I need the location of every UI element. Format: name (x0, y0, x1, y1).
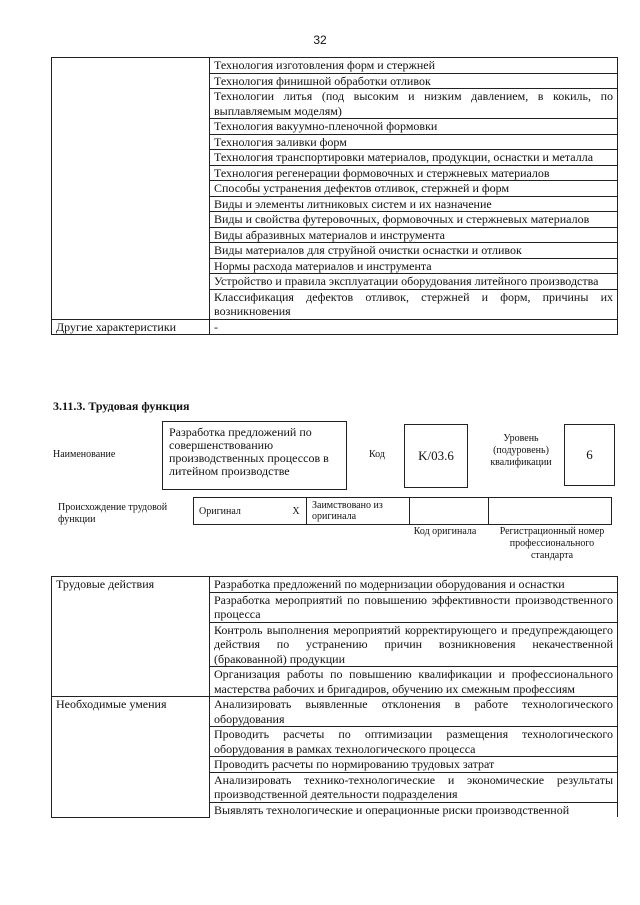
level-value-box (564, 424, 615, 486)
labor-actions-label: Трудовые действия (52, 577, 210, 697)
labor-action-row: Организация работы по повышению квалификации и профессионального мастерства рабочих и бригадиров, обучению их смежным профессиям (210, 667, 618, 697)
empty-label-cell (52, 58, 210, 320)
knowledge-row: Технология финишной обработки отливок (210, 73, 618, 89)
skill-row: Проводить расчеты по нормированию трудовых затрат (210, 757, 618, 773)
caption-reg-number: Регистрационный номер профессионального стандарта (499, 526, 605, 561)
knowledge-row: Технология регенерации формовочных и стержневых материалов (210, 165, 618, 181)
reg-number-cell (489, 498, 612, 525)
section-title: 3.11.3. Трудовая функция (53, 399, 190, 413)
knowledge-row: Технология заливки форм (210, 134, 618, 150)
knowledge-row: Способы устранения дефектов отливок, стержней и форм (210, 181, 618, 197)
skill-row: Проводить расчеты по оптимизации размещения технологического оборудования в рамках технологического процесса (210, 727, 618, 757)
labor-action-row: Разработка предложений по модернизации оборудования и оснастки (210, 577, 618, 593)
code-value: K/03.6 (418, 448, 454, 463)
original-code-cell (410, 498, 489, 525)
knowledge-row: Технология транспортировки материалов, продукции, оснастки и металла (210, 150, 618, 166)
knowledge-row: Классификация дефектов отливок, стержней и форм, причины их возникновения (210, 289, 618, 319)
caption-original-code: Код оригинала (413, 526, 477, 537)
code-value-box (404, 424, 468, 488)
labor-action-row: Контроль выполнения мероприятий корректирующего и предупреждающего действия по устранению причин возникновения некачественной (бракованной) продукции (210, 622, 618, 667)
knowledge-row: Устройство и правила эксплуатации оборудования литейного производства (210, 274, 618, 290)
knowledge-row: Виды и свойства футеровочных, формовочных и стержневых материалов (210, 212, 618, 228)
name-value: Разработка предложений по совершенствованию производственных процессов в литейном производстве (169, 425, 329, 478)
name-value-box (162, 421, 347, 490)
page-number: 32 (313, 33, 327, 47)
level-label: Уровень (подуровень) квалификации (490, 433, 552, 468)
origin-table (193, 497, 612, 525)
skill-row: Анализировать выявленные отклонения в работе технологического оборудования (210, 697, 618, 727)
original-label: Оригинал (194, 498, 287, 525)
knowledge-row: Нормы расхода материалов и инструмента (210, 258, 618, 274)
knowledge-row: Виды и элементы литниковых систем и их назначение (210, 196, 618, 212)
skill-row: Анализировать технико-технологические и экономические результаты производственной деятельности подразделения (210, 772, 618, 802)
knowledge-row: Виды материалов для струйной очистки оснастки и отливок (210, 243, 618, 259)
original-mark: X (286, 498, 307, 525)
other-characteristics-value: - (210, 319, 618, 335)
code-label: Код (369, 449, 385, 460)
labor-action-row: Разработка мероприятий по повышению эффективности производственного процесса (210, 592, 618, 622)
knowledge-row: Технология вакуумно-пленочной формовки (210, 119, 618, 135)
level-value: 6 (586, 447, 593, 462)
borrowed-label: Заимствовано из оригинала (307, 498, 410, 525)
skill-row: Выявлять технологические и операционные риски производственной (210, 802, 618, 817)
origin-label: Происхождение трудовой функции (58, 502, 168, 525)
other-characteristics-label: Другие характеристики (52, 319, 210, 335)
knowledge-row: Технологии литья (под высоким и низким давлением, в кокиль, по выплавляемым моделям) (210, 89, 618, 119)
labor-function-table (51, 576, 618, 818)
knowledge-row: Виды абразивных материалов и инструмента (210, 227, 618, 243)
knowledge-table (51, 57, 618, 335)
skills-label: Необходимые умения (52, 697, 210, 818)
knowledge-row: Технология изготовления форм и стержней (210, 58, 618, 74)
name-label: Наименование (53, 449, 116, 460)
